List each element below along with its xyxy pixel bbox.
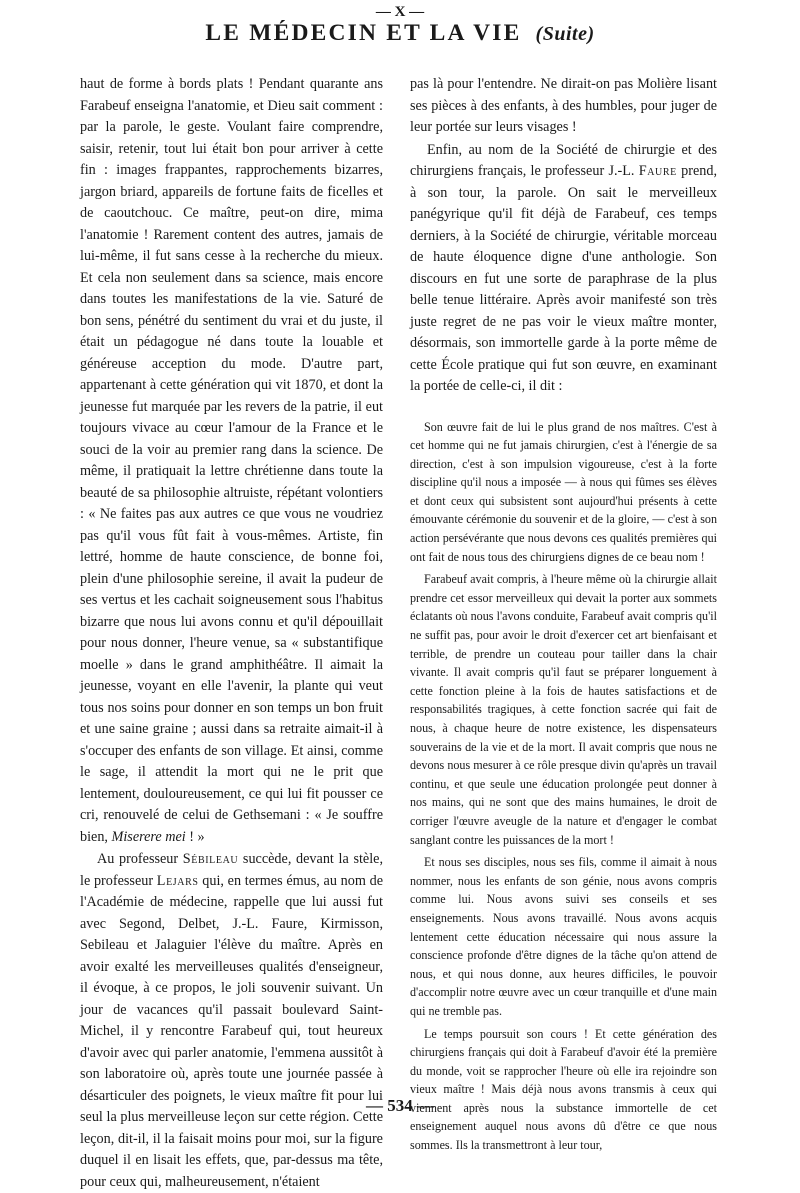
title-suffix: (Suite) <box>535 23 595 45</box>
left-p1-end: ! » <box>185 828 205 845</box>
left-p1-text: haut de forme à bords plats ! Pendant quarante ans Farabeuf enseigna l'anatomie, et Dieu sait comment : par la parole, le geste. Voulant faire comprendre, saisir, retenir, tout lui était bon pour arriver à cette fin : images frappantes, rapprochements bizarres, jargon briard, appareils de fortune faits de ficelles et de caoutchouc. Ce maître, peut-on dire, mima l'anatomie ! Rarement content des autres, jamais de lui-même, il fut sans cesse à la recherche du mieux. Et cela non seulement dans sa science, mais encore dans toutes les manifestations de la vie. Saturé de bon sens, pénétré du sentiment du vrai et du juste, il était un pédagogue né dans toute la louable et généreuse acception du mode. D'autre part, appartenant à cette génération qui vit 1870, et dont la jeunesse fut marquée par les revers de la patrie, il eut toujours vivace au cœur l'amour de la France et le souci de la voir au premier rang dans la science. De même, il pratiquait la lettre chrétienne dans toute la beauté de sa philosophie altruiste, répétant volontiers : « Ne faites pas aux autres ce que vous ne voudriez pas qu'il vous fût fait à vous-mêmes. Artiste, fin lettré, homme de haute conscience, de bonne foi, plein d'une philosophie sereine, il avait la pudeur de ses vertus et les cachait soigneusement sous l'habitus bizarre que nous lui avons connu et qu'il dépouillait pour nous donner, l'heure venue, sa « substantifique moelle » dans le grand amphithéâtre. Il aimait la jeunesse, voyant en elle l'avenir, la plante qui veut tous nos soins pour donner en son temps un bon fruit et une saine graine ; aussi dans sa retraite aimait-il à s'occuper des enfants de son village. Et ainsi, comme le sage, il attendit la mort qui ne le prit que lentement, douloureusement, ce qui lui fit pousser ce cri, renouvelé de celui de Gethsemani : « Je souffre bien, <box>80 76 383 845</box>
left-p1-italic: Miserere mei <box>111 828 186 845</box>
left-p2-start: Au professeur <box>97 851 183 867</box>
left-p2-mid: succède, devant la stèle, le professeur <box>80 851 383 889</box>
name-faure: Faure <box>638 163 677 179</box>
title-text: LE MÉDECIN ET LA VIE <box>205 20 522 46</box>
quote-paragraph: Son œuvre fait de lui le plus grand de nos maîtres. C'est à cet homme qui ne fut jamais chirurgien, c'est à l'énergie de sa direction, c'est à son impulsion vigoureuse, c'est à la forte discipline qu'il nous a imposée — à nous qui fûmes ses élèves et dont ceux qui subsistent sont aujourd'hui présents à cette émouvante cérémonie du souvenir et de la gloire, — c'est à son action persévérante que nous devons ces qualités premières qui ont fait de nous tous des chirurgiens dignes de ce beau nom ! <box>410 419 717 564</box>
name-lejars: Lejars <box>156 872 199 889</box>
right-column <box>410 74 717 1155</box>
right-p2-rest: prend, à son tour, la parole. On sait le merveilleux panégyrique qu'il fit déjà de Farabeuf, ces temps derniers, à la Société de chirurgie, véritable morceau de haute éloquence digne d'une anthologie. Son discours en fut une sorte de paraphrase de la plus belle tenue littéraire. Après avoir manifesté son très juste regret de ne pas voir le vieux maître monter, désormais, son immortelle garde à la porte même de cette École pratique qui fut son œuvre, en examinant la portée de celle-ci, il dit : <box>410 163 717 394</box>
right-paragraph-2 <box>410 140 717 398</box>
right-p2-start: Enfin, au nom de la Société de chirurgie et des chirurgiens français, le professeur J.-L. <box>410 141 717 179</box>
quote-paragraph: Et nous ses disciples, nous ses fils, comme il aimait à nous nommer, nous les enfants de son génie, nous avons compris comme lui. Nous avons suivi ses conseils et ses enseignements. Nous avons travaillé. Nous avons acquis lentement cette éducation nécessaire qui nous assure la conscience profonde d'être dignes de la tâche qu'on attend de nous, et qui nous donne, aux heures difficiles, le pouvoir d'accomplir notre œuvre avec un cœur tranquille et d'une main qui ne tremble pas. <box>410 855 717 1018</box>
quoted-speech <box>410 418 717 1155</box>
quote-paragraph: Le temps poursuit son cours ! Et cette génération des chirurgiens français qui doit à Farabeuf d'avoir été la première du monde, voit se rapprocher l'heure où elle ira rejoindre son vieux maître ! Mais déjà nous avons transmis à ceux qui viennent après nous la substance immortelle de cet enseignement auquel nous avons dû d'être ce que nous sommes. Ils la transmettront à leur tour, <box>410 1026 717 1153</box>
left-paragraph-1 <box>80 74 383 848</box>
name-sebileau: Sébileau <box>182 851 239 867</box>
top-folio: — X — <box>375 4 425 20</box>
quote-paragraph: Farabeuf avait compris, à l'heure même où la chirurgie allait prendre cet essor merveilleux qui devait la porter aux sommets éclatants où nous l'avons conduite, Farabeuf avait compris qu'il ne suffit pas, pour avoir le droit d'exercer cet art bienfaisant et terrible, de prendre un couteau pour tailler dans la chair vivante. Il avait compris qu'il faut se préparer longuement à cette fonction pleine à la fois de hautes satisfactions et de responsabilités tragiques, à cette fonction sacrée qui fait de nous, à chaque heure de notre existence, les dispensateurs souverains de la vie et de la mort. Il avait compris que nous ne devons nous mesurer à ce rôle presque divin qu'après un travail continu, et que seule une éducation prolongée peut donner à nos mains, qui ne sont que des mains humaines, le droit de corriger l'œuvre aveugle de la nature et d'engager le combat sanglant contre les puissances de la mort ! <box>410 572 717 847</box>
article-title <box>0 20 800 47</box>
right-paragraph-1: pas là pour l'entendre. Ne dirait-on pas Molière lisant ses pièces à des enfants, à des humbles, pour juger de leur portée sur leurs visages ! <box>410 76 717 135</box>
left-paragraph-2 <box>80 849 383 1193</box>
page-number: — 534 — <box>366 1096 434 1115</box>
left-column <box>80 74 383 1193</box>
left-p2-rest: qui, en termes émus, au nom de l'Académie de médecine, rappelle que lui aussi fut avec Segond, Delbet, J.-L. Faure, Kirmisson, Sebileau et Jalaguier l'élève du maître. Après en avoir exalté les merveilleuses qualités d'enseigneur, il évoque, à ce propos, le joli souvenir suivant. Un jour de vacances qu'il passait boulevard Saint-Michel, il y rencontre Farabeuf qui, tout heureux d'avoir avec qui parler anatomie, l'emmena aussitôt à son laboratoire où, après toute une journée passée à désarticuler des poignets, le vieux maître fit pour lui seul la plus merveilleuse leçon sur cette région. Cette leçon, dit-il, il la faisait moins pour moi, sur la figure duquel il en lisait les effets, que, par-dessus ma tête, pour ceux qui, malheureusement, n'étaient <box>80 872 383 1190</box>
